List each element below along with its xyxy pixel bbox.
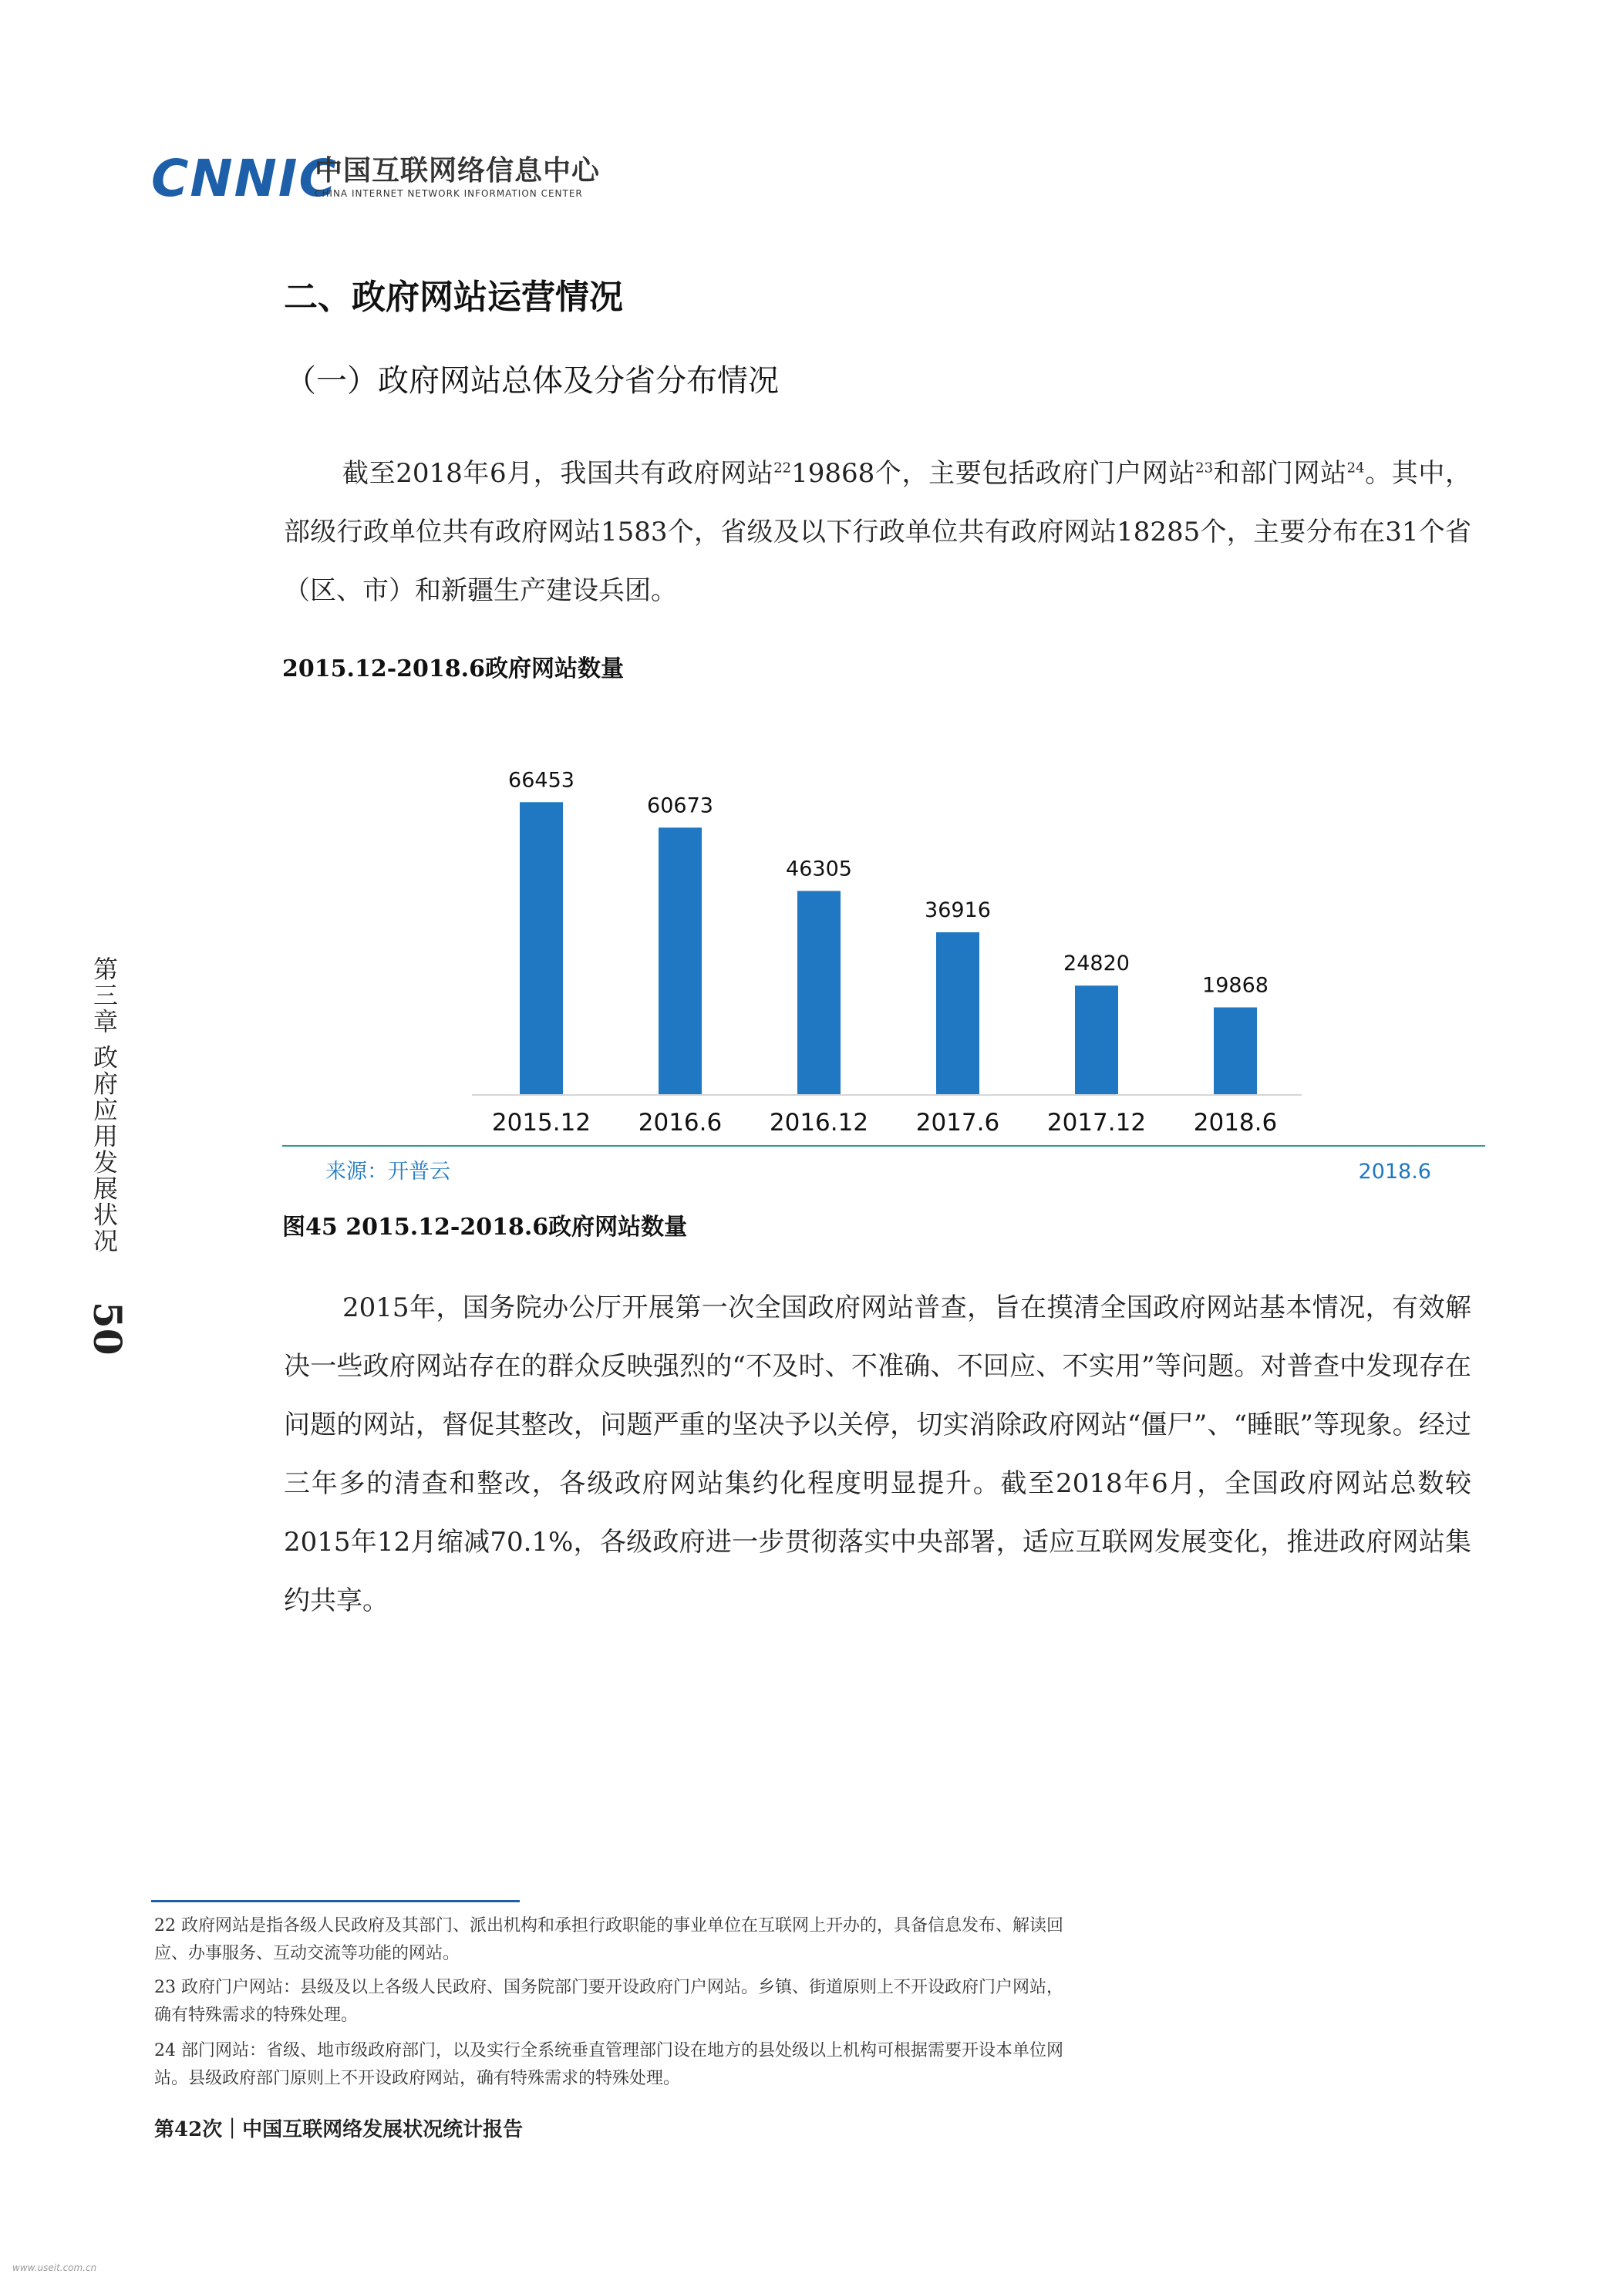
logo-chinese-name: 中国互联网络信息中心	[315, 154, 601, 187]
chart-source-text: 来源：开普云	[325, 1160, 450, 1184]
x-tick-label-2017.12: 2017.12	[1046, 1109, 1147, 1137]
chart-caption: 2015.12-2018.6政府网站数量	[282, 655, 624, 682]
bar-2016.12	[797, 891, 841, 1095]
logo-english-name: CHINA INTERNET NETWORK INFORMATION CENTER	[315, 188, 583, 199]
footnote-23: 23 政府门户网站：县级及以上各级人民政府、国务院部门要开设政府门户网站。乡镇、街道原则上不开设政府门户网站，确有特殊需求的特殊处理。	[154, 1978, 1063, 2025]
footnote-ref-22: 22	[773, 460, 792, 477]
value-label-2018.6: 19868	[1202, 973, 1269, 998]
page-number: 50	[85, 1302, 130, 1356]
footnote-22: 22 政府网站是指各级人民政府及其部门、派出机构和承担行政职能的事业单位在互联网上开办的，具备信息发布、解读回应、办事服务、互动交流等功能的网站。	[154, 1916, 1063, 1963]
footnote-ref-24: 24	[1346, 460, 1365, 477]
x-tick-label-2018.6: 2018.6	[1193, 1109, 1278, 1137]
x-tick-label-2016.6: 2016.6	[638, 1109, 723, 1137]
bar-2015.12	[520, 802, 563, 1095]
footnote-divider	[151, 1900, 520, 1902]
para1-text-2: 19868个，主要包括政府门户网站	[791, 458, 1196, 489]
paragraph-intro	[284, 444, 1471, 620]
figure-caption: 图45 2015.12-2018.6政府网站数量	[282, 1214, 688, 1241]
report-footer: 第42次｜中国互联网络发展状况统计报告	[154, 2118, 524, 2141]
watermark: www.useit.com.cn	[12, 2262, 97, 2273]
value-label-2016.6: 60673	[647, 793, 713, 818]
para1-text-3: 和部门网站	[1213, 458, 1347, 489]
x-tick-label-2016.12: 2016.12	[769, 1109, 869, 1137]
bars-layer	[520, 802, 1257, 1095]
logo-wordmark: CNNIC	[151, 149, 338, 208]
tick-labels-layer	[492, 1109, 1277, 1137]
x-tick-label-2017.6: 2017.6	[915, 1109, 1000, 1137]
bar-2016.6	[659, 827, 702, 1095]
value-labels-layer	[508, 768, 1269, 997]
chapter-side-label: 第三章 政府应用发展状况	[89, 956, 119, 1255]
value-label-2017.12: 24820	[1063, 952, 1130, 976]
section-heading: 二、政府网站运营情况	[284, 278, 623, 317]
x-tick-label-2015.12: 2015.12	[491, 1109, 591, 1137]
value-label-2017.6: 36916	[925, 898, 991, 923]
bar-chart	[282, 709, 1485, 1187]
subsection-heading: （一）政府网站总体及分省分布情况	[285, 363, 779, 399]
value-label-2015.12: 66453	[508, 768, 574, 793]
para1-text-4: 。其中，部级行政单位共有政府网站1583个，省级及以下行政单位共有政府网站18285个，主要分布在31个省（区、市）和新疆生产建设兵团。	[284, 458, 1471, 606]
bar-2017.12	[1075, 985, 1118, 1095]
paragraph-survey: 2015年，国务院办公厅开展第一次全国政府网站普查，旨在摸清全国政府网站基本情况，有效解决一些政府网站存在的群众反映强烈的“不及时、不准确、不回应、不实用”等问题。对普查中发现存在问题的网站，督促其整改，问题严重的坚决予以关停，切实消除政府网站“僵尸”、“睡眠”等现象。经过三年多的清查和整改，各级政府网站集约化程度明显提升。截至2018年6月，全国政府网站总数较2015年12月缩减70.1%，各级政府进一步贯彻落实中央部署，适应互联网发展变化，推进政府网站集约共享。	[284, 1292, 1471, 1616]
bar-2018.6	[1214, 1007, 1257, 1095]
footnote-24: 24 部门网站：省级、地市级政府部门，以及实行全系统垂直管理部门设在地方的县处级以上机构可根据需要开设本单位网站。县级政府部门原则上不开设政府网站，确有特殊需求的特殊处理。	[154, 2041, 1063, 2088]
bar-2017.6	[936, 932, 979, 1095]
value-label-2016.12: 46305	[786, 857, 852, 881]
para1-text-1: 截至2018年6月，我国共有政府网站	[342, 458, 774, 489]
footnote-ref-23: 23	[1195, 460, 1214, 477]
chart-date-text: 2018.6	[1358, 1160, 1431, 1184]
